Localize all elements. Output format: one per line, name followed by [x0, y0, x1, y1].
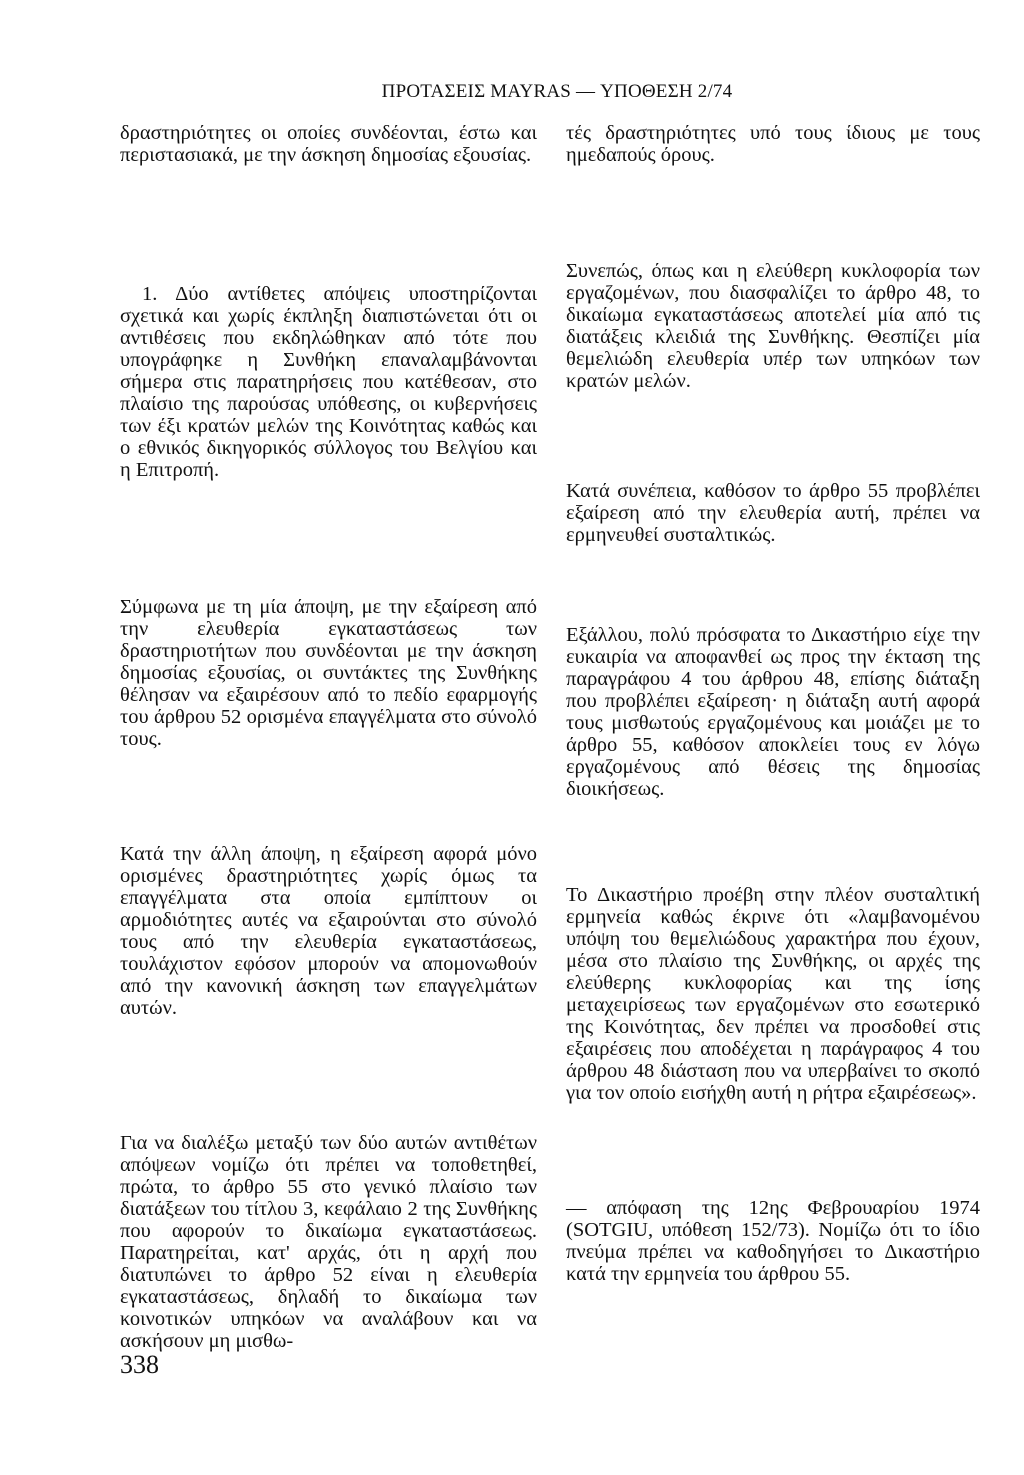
right-paragraph-2: Συνεπώς, όπως και η ελεύθερη κυκλοφορία των εργαζομένων, που διασφαλίζει το άρθρο 48, το δικαίωμα εγκαταστάσεως αποτελεί μία από τις διατάξεις κλειδιά της Συνθήκης. Θεσπίζει μία θεμελιώδη ελευθερία υπέρ των υπηκόων των κρατών μελών.	[566, 260, 980, 392]
left-paragraph-5: Για να διαλέξω μεταξύ των δύο αυτών αντιθέτων απόψεων νομίζω ότι πρέπει να τοποθετηθεί, πρώτα, το άρθρο 55 στο γενικό πλαίσιο των διατάξεων του τίτλου 3, κεφάλαιο 2 της Συνθήκης που αφορούν το δικαίωμα εγκαταστάσεως. Παρατηρείται, κατ' αρχάς, ότι η αρχή που διατυπώνει το άρθρο 52 είναι η ελευθερία εγκαταστάσεως, δηλαδή το δικαίωμα των κοινοτικών υπηκόων να αναλάβουν και να ασκήσουν μη μισθω-	[120, 1132, 537, 1352]
left-paragraph-3: Σύμφωνα με τη μία άποψη, με την εξαίρεση από την ελευθερία εγκαταστάσεως των δραστηριοτήτων που συνδέονται με την άσκηση δημοσίας εξουσίας, οι συντάκτες της Συνθήκης θέλησαν να εξαιρέσουν από το πεδίο εφαρμογής του άρθρου 52 ορισμένα επαγγέλματα στο σύνολό τους.	[120, 596, 537, 750]
page-number: 338	[120, 1350, 159, 1379]
right-paragraph-6: — απόφαση της 12ης Φεβρουαρίου 1974 (SOTGIU, υπόθεση 152/73). Νομίζω ότι το ίδιο πνεύμα πρέπει να καθοδηγήσει το Δικαστήριο κατά την ερμηνεία του άρθρου 55.	[566, 1197, 980, 1285]
running-header: ΠΡΟΤΑΣΕΙΣ MAYRAS — ΥΠΟΘΕΣΗ 2/74	[381, 81, 733, 102]
right-paragraph-4: Εξάλλου, πολύ πρόσφατα το Δικαστήριο είχε την ευκαιρία να αποφανθεί ως προς την έκταση της παραγράφου 4 του άρθρου 48, επίσης διάταξη που προβλέπει εξαίρεση· η διάταξη αυτή αφορά τους μισθωτούς εργαζομένους και μοιάζει με το άρθρο 55, καθόσον αποκλείει τους εν λόγω εργαζομένους από θέσεις της δημοσίας διοικήσεως.	[566, 624, 980, 800]
left-paragraph-4: Κατά την άλλη άποψη, η εξαίρεση αφορά μόνο ορισμένες δραστηριότητες χωρίς όμως τα επαγγέλματα στα οποία εμπίπτουν οι αρμοδιότητες αυτές να εξαιρούνται στο σύνολό τους από την ελευθερία εγκαταστάσεως, τουλάχιστον εφόσον μπορούν να απομονωθούν από την κανονική άσκηση των επαγγελμάτων αυτών.	[120, 843, 537, 1019]
right-paragraph-3: Κατά συνέπεια, καθόσον το άρθρο 55 προβλέπει εξαίρεση από την ελευθερία αυτή, πρέπει να ερμηνευθεί συσταλτικώς.	[566, 480, 980, 546]
right-paragraph-5: Το Δικαστήριο προέβη στην πλέον συσταλτική ερμηνεία καθώς έκρινε ότι «λαμβανομένου υπόψη του θεμελιώδους χαρακτήρα που έχουν, μέσα στο πλαίσιο της Συνθήκης, οι αρχές της ελεύθερης κυκλοφορίας και της ίσης μεταχειρίσεως των εργαζομένων στο εσωτερικό της Κοινότητας, δεν πρέπει να προσδοθεί στις εξαιρέσεις που αποδέχεται η παράγραφος 4 του άρθρου 48 διάσταση που να υπερβαίνει το σκοπό για τον οποίο εισήχθη αυτή η ρήτρα εξαιρέσεως».	[566, 884, 980, 1104]
left-paragraph-1: δραστηριότητες οι οποίες συνδέονται, έστω και περιστασιακά, με την άσκηση δημοσίας εξουσίας.	[120, 122, 537, 166]
right-paragraph-1: τές δραστηριότητες υπό τους ίδιους με τους ημεδαπούς όρους.	[566, 122, 980, 166]
left-paragraph-2: 1. Δύο αντίθετες απόψεις υποστηρίζονται σχετικά και χωρίς έκπληξη διαπιστώνεται ότι οι αντιθέσεις που εκδηλώθηκαν από τότε που υπογράφηκε η Συνθήκη επαναλαμβάνονται σήμερα στις παρατηρήσεις που κατέθεσαν, στο πλαίσιο της παρούσας υπόθεσης, οι κυβερνήσεις των έξι κρατών μελών της Κοινότητας καθώς και ο εθνικός δικηγορικός σύλλογος του Βελγίου και η Επιτροπή.	[120, 283, 537, 481]
